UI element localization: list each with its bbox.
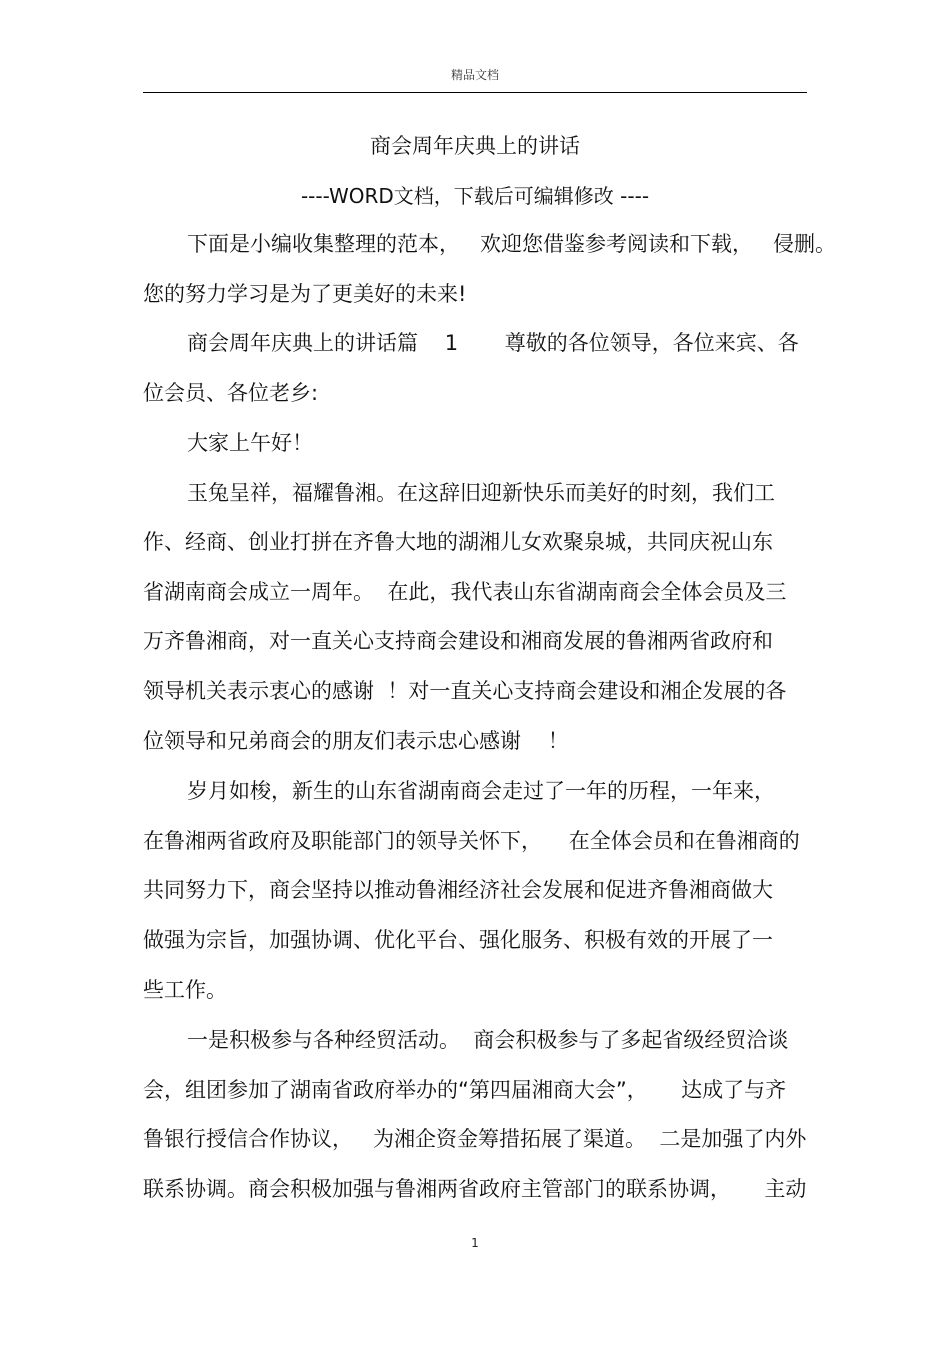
- body-line: 位会员、各位老乡:: [143, 381, 319, 405]
- body-line: 一是积极参与各种经贸活动。 商会积极参与了多起省级经贸洽谈: [187, 1028, 789, 1052]
- body-line: 些工作。: [143, 978, 227, 1002]
- body-line: 会，组团参加了湖南省政府举办的“第四届湘商大会”， 达成了与齐: [143, 1078, 787, 1102]
- body-line: 共同努力下，商会坚持以推动鲁湘经济社会发展和促进齐鲁湘商做大: [143, 878, 773, 902]
- document-subtitle: ----WORD文档，下载后可编辑修改 ----: [300, 184, 650, 208]
- body-line: 作、经商、创业打拼在齐鲁大地的湖湘儿女欢聚泉城，共同庆祝山东: [143, 530, 773, 554]
- body-line: 位领导和兄弟商会的朋友们表示忠心感谢 ！: [143, 729, 569, 753]
- body-line: 下面是小编收集整理的范本， 欢迎您借鉴参考阅读和下载， 侵删。: [187, 232, 837, 256]
- body-line: 领导机关表示衷心的感谢 ！对一直关心支持商会建设和湘企发展的各: [143, 679, 787, 703]
- body-line: 在鲁湘两省政府及职能部门的领导关怀下， 在全体会员和在鲁湘商的: [143, 829, 800, 853]
- body-line: 联系协调。商会积极加强与鲁湘两省政府主管部门的联系协调， 主动: [143, 1177, 807, 1201]
- body-line: 商会周年庆典上的讲话篇 1 尊敬的各位领导，各位来宾、各: [187, 331, 799, 355]
- body-line: 您的努力学习是为了更美好的未来!: [143, 282, 467, 306]
- body-line: 大家上午好！: [187, 431, 313, 455]
- header-divider: [143, 92, 807, 93]
- body-line: 省湖南商会成立一周年。 在此，我代表山东省湖南商会全体会员及三: [143, 580, 787, 604]
- body-line: 万齐鲁湘商，对一直关心支持商会建设和湘商发展的鲁湘两省政府和: [143, 629, 773, 653]
- body-line: 玉兔呈祥，福耀鲁湘。在这辞旧迎新快乐而美好的时刻，我们工: [187, 481, 775, 505]
- page-number: 1: [471, 1236, 479, 1250]
- body-line: 做强为宗旨，加强协调、优化平台、强化服务、积极有效的开展了一: [143, 928, 773, 952]
- body-line: 鲁银行授信合作协议， 为湘企资金筹措拓展了渠道。 二是加强了内外: [143, 1127, 807, 1151]
- page-header: 精品文档: [450, 68, 499, 82]
- document-title: 商会周年庆典上的讲话: [370, 134, 580, 158]
- body-line: 岁月如梭，新生的山东省湖南商会走过了一年的历程，一年来，: [187, 779, 775, 803]
